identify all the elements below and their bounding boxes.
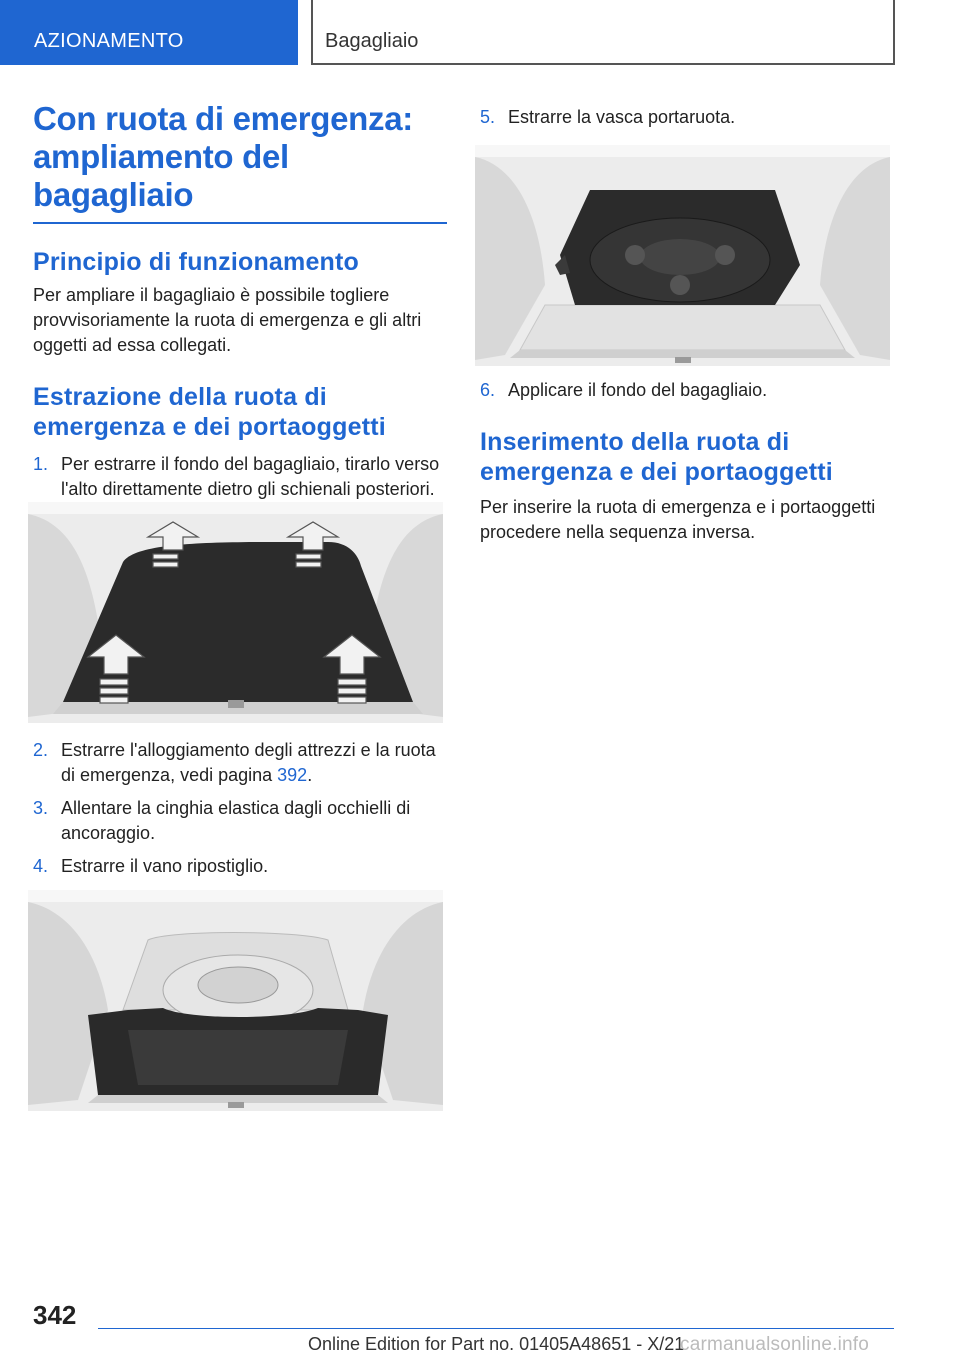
step-5 — [480, 105, 900, 130]
step-1 — [33, 452, 449, 502]
steps-2-4 — [33, 738, 449, 879]
page-link-392[interactable]: 392 — [277, 765, 308, 785]
removal-heading-line2: emergenza e dei portaoggetti — [33, 413, 386, 441]
section-tab — [0, 0, 298, 65]
insert-heading — [480, 427, 900, 487]
step-text: Per estrarre il fondo del bagagliaio, tirarlo verso l'alto direttamente dietro gli schienali posteriori. — [61, 454, 440, 499]
step-4 — [33, 854, 449, 879]
step-number: 2. — [33, 740, 49, 760]
trunk-floor-figure — [28, 502, 443, 723]
step-text: Estrarre la vasca portaruota. — [508, 107, 736, 127]
title-underline — [33, 222, 447, 224]
section-label: AZIONAMENTO — [34, 30, 184, 52]
left-column — [33, 100, 449, 502]
page-title — [33, 100, 449, 214]
right-column — [480, 100, 900, 130]
insert-heading-line2: emergenza e dei portaoggetti — [480, 458, 833, 486]
step-2 — [33, 738, 449, 788]
step-number: 4. — [33, 856, 49, 876]
step-3 — [33, 796, 449, 846]
page-number: 342 — [33, 1300, 77, 1330]
step-number: 3. — [33, 798, 49, 818]
step-number: 5. — [480, 107, 496, 127]
removal-heading — [33, 382, 449, 442]
insert-heading-line1: Inserimento della ruota di — [480, 428, 790, 456]
footer-rule — [98, 1328, 894, 1329]
removal-heading-line1: Estrazione della ruota di — [33, 383, 327, 411]
step-6 — [480, 378, 900, 403]
step-text: Estrarre il vano ripostiglio. — [61, 856, 269, 876]
page-title-line2: ampliamento del bagagliaio — [33, 138, 289, 213]
step-text: Allentare la cinghia elastica dagli occhielli di ancoraggio. — [61, 798, 411, 843]
watermark: carmanualsonline.info — [680, 1334, 870, 1355]
step-text: Estrarre l'alloggiamento degli attrezzi e la ruota di emergenza, vedi pagina — [61, 740, 436, 785]
edition-text: Online Edition for Part no. 01405A48651 - X/21 — [308, 1334, 685, 1354]
step-number: 1. — [33, 454, 49, 474]
storage-compartment-figure — [28, 890, 443, 1111]
spare-wheel-tub-figure — [475, 145, 890, 366]
step-text-end: . — [307, 765, 313, 785]
step-number: 6. — [480, 380, 496, 400]
principle-heading: Principio di funzionamento — [33, 248, 360, 276]
topic-box — [311, 0, 895, 65]
insert-text: Per inserire la ruota di emergenza e i portaoggetti procedere nella sequenza inversa. — [480, 497, 876, 542]
topic-label: Bagagliaio — [325, 30, 419, 52]
principle-text: Per ampliare il bagagliaio è possibile togliere provvisoriamente la ruota di emergenza e gli altri oggetti ad essa collegati. — [33, 285, 422, 355]
page-title-line1: Con ruota di emergenza: — [33, 100, 413, 137]
step-text: Applicare il fondo del bagagliaio. — [508, 380, 768, 400]
right-column-lower — [480, 378, 900, 545]
